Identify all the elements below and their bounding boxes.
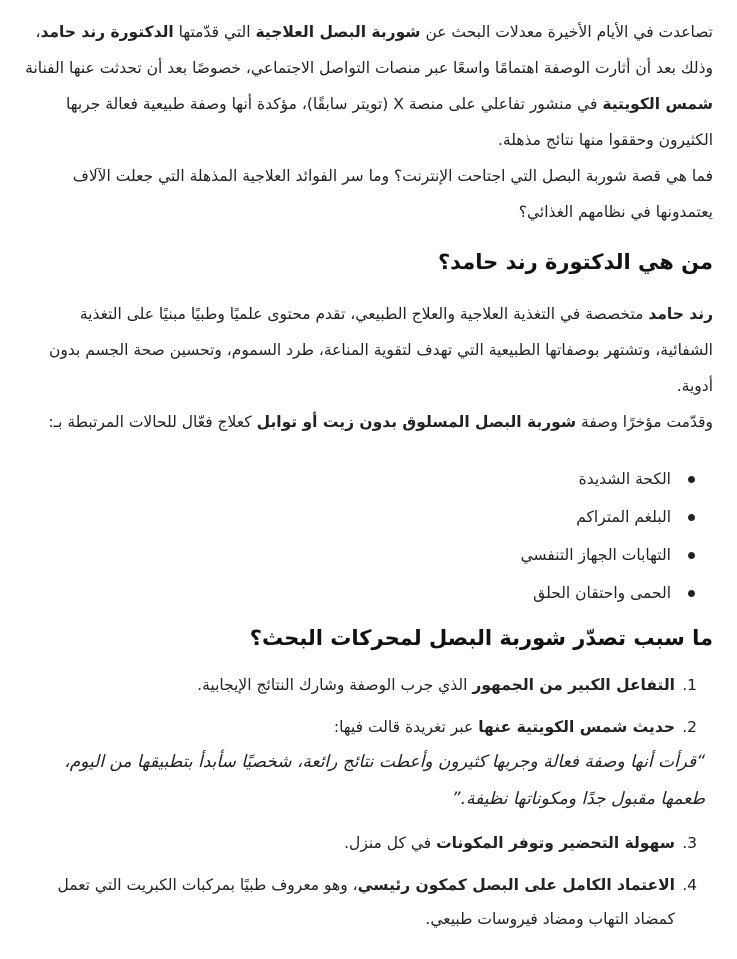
reason-title: سهولة التحضير وتوفر المكونات xyxy=(436,834,675,852)
intro-text: التي قدّمتها xyxy=(173,23,256,41)
list-item xyxy=(22,710,705,818)
intro-question-paragraph: فما هي قصة شوربة البصل التي اجتاحت الإنترنت؟ وما سر الفوائد العلاجية المذهلة التي جعلت الآلاف يعتمدونها في نظامهم الغذائي؟ xyxy=(72,167,713,221)
recipe-intro-paragraph xyxy=(22,404,713,440)
conditions-list xyxy=(22,460,713,612)
intro-text: تصاعدت في الأيام الأخيرة معدلات البحث عن xyxy=(420,23,713,41)
doctor-name: رند حامد xyxy=(648,305,713,323)
reason-text: في كل منزل. xyxy=(344,834,437,852)
reason-title: الاعتماد الكامل على البصل كمكون رئيسي xyxy=(357,876,675,894)
reason-text: ، وهو معروف طبيًا بمركبات الكبريت التي تعمل كمضاد التهاب ومضاد فيروسات طبيعي. xyxy=(57,876,675,928)
doctor-bio-paragraph xyxy=(22,296,713,404)
section-heading-search-trend: ما سبب تصدّر شوربة البصل لمحركات البحث؟ xyxy=(249,626,713,650)
list-item xyxy=(22,668,697,702)
doctor-bio-text: متخصصة في التغذية العلاجية والعلاج الطبيعي، تقدم محتوى علميًا وطبيًا مبنيًا على التغذية الشفائية، وتشتهر بوصفاتها الطبيعية التي تهدف لتقوية المناعة، طرد السموم، وتحسين صحة الجسم بدون أدوية. xyxy=(49,305,713,395)
list-item: البلغم المتراكم xyxy=(22,498,683,536)
recipe-name: شوربة البصل المسلوق بدون زيت أو توابل xyxy=(256,413,577,431)
reason-title: حديث شمس الكويتية عنها xyxy=(478,718,675,736)
reasons-list xyxy=(22,668,713,936)
tweet-quote: “قرأت أنها وصفة فعالة وجربها كثيرون وأعطت نتائج رائعة، شخصيًا سأبدأ بتطبيقها من اليوم، طعمها مقبول جدًا ومكوناتها نظيفة.” xyxy=(64,752,705,809)
intro-text: ، وذلك بعد أن أثارت الوصفة اهتمامًا واسعًا عبر منصات التواصل الاجتماعي، خصوصًا بعد أن تحدثت عنها الفنانة xyxy=(25,23,713,77)
list-item: الكحة الشديدة xyxy=(22,460,683,498)
list-item: التهابات الجهاز التنفسي xyxy=(22,536,683,574)
artist-name-highlight: شمس الكويتية xyxy=(602,95,713,113)
list-number: 1 . xyxy=(677,668,697,702)
list-item xyxy=(22,868,697,936)
doctor-name-highlight: الدكتورة رند حامد xyxy=(40,23,174,41)
list-item xyxy=(22,826,697,860)
list-number: 4 . xyxy=(677,868,697,902)
section-heading-doctor: من هي الدكتورة رند حامد؟ xyxy=(437,250,713,274)
list-number: 2 . xyxy=(677,710,697,744)
list-number: 3 . xyxy=(677,826,697,860)
intro-paragraph xyxy=(22,14,713,158)
reason-title: التفاعل الكبير من الجمهور xyxy=(472,676,675,694)
reason-text: الذي جرب الوصفة وشارك النتائج الإيجابية. xyxy=(197,676,473,694)
recipe-intro-text: وقدّمت مؤخرًا وصفة xyxy=(576,413,713,431)
list-item: الحمى واحتقان الحلق xyxy=(22,574,683,612)
onion-soup-highlight: شوربة البصل العلاجية xyxy=(255,23,421,41)
intro-text: في منشور تفاعلي على منصة X (تويتر سابقًا)، مؤكدة أنها وصفة طبيعية فعالة جربها الكثيرون وحققوا منها نتائج مذهلة. xyxy=(65,95,713,149)
recipe-intro-text: كعلاج فعّال للحالات المرتبطة بـ: xyxy=(48,413,257,431)
reason-text: عبر تغريدة قالت فيها: xyxy=(333,718,479,736)
